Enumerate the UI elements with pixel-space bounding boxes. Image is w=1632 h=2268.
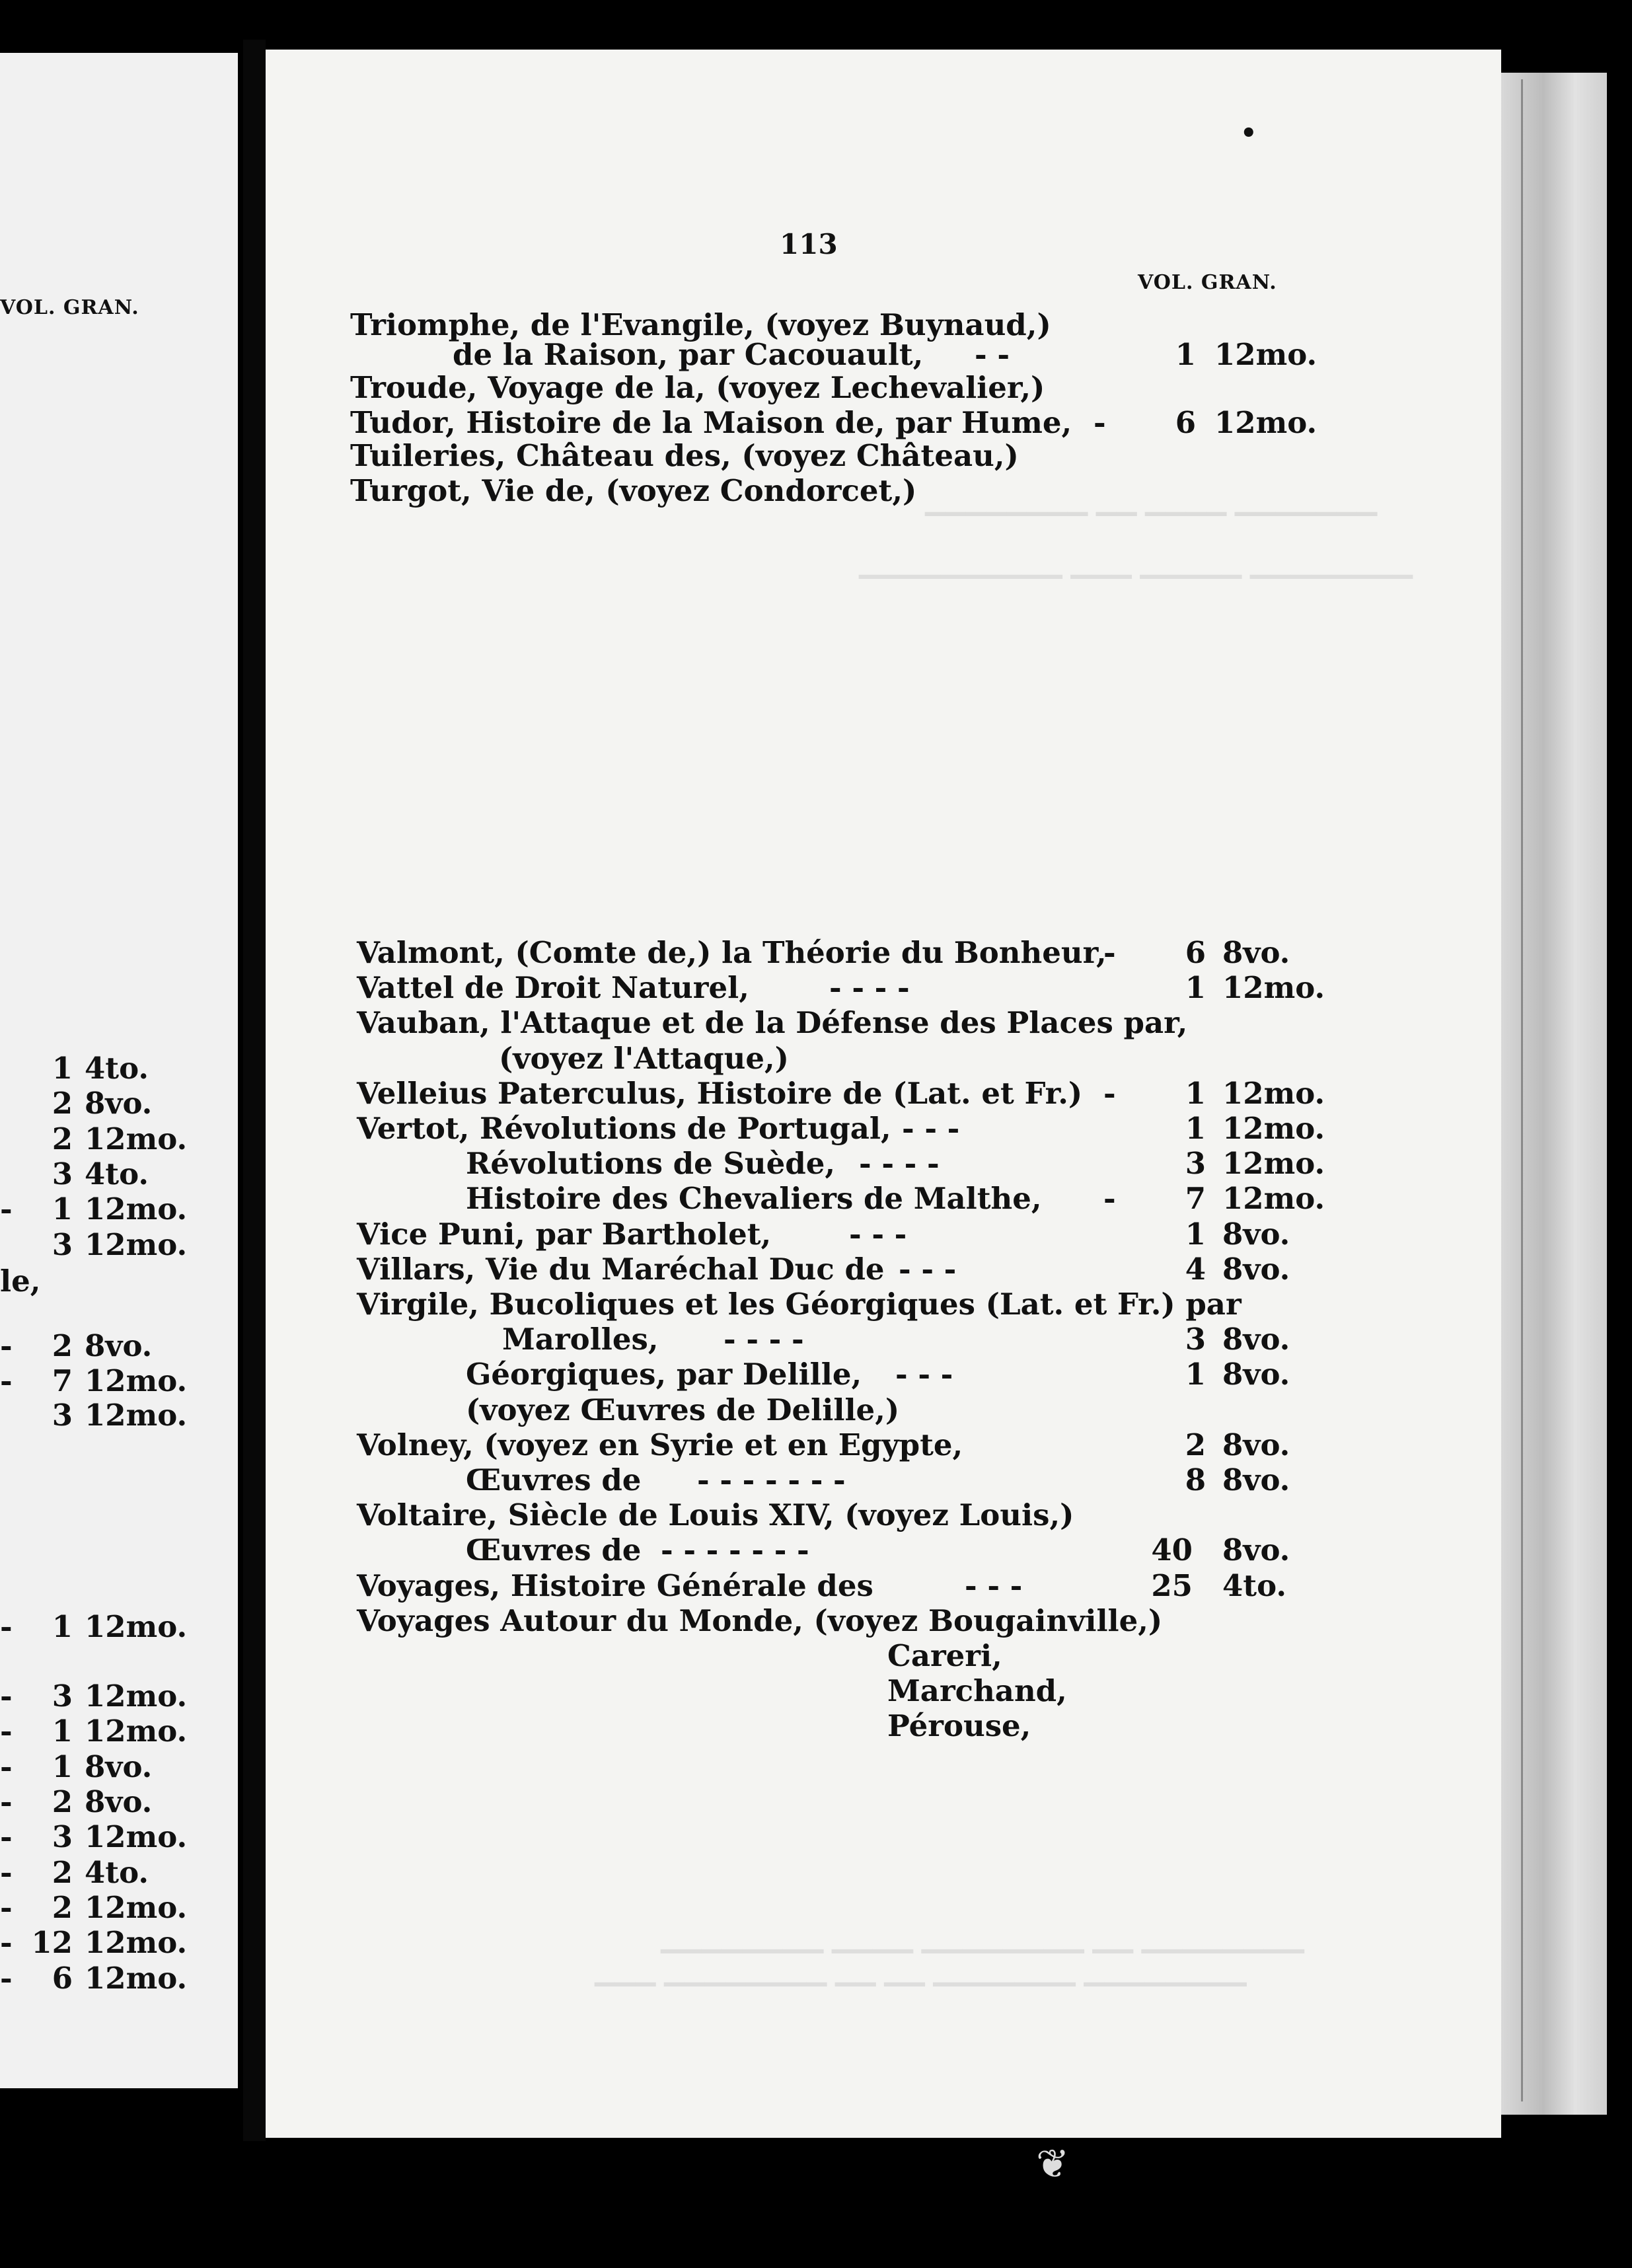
catalogue-entry [0,405,1632,441]
left-entry-format: 12mo. [85,1609,188,1644]
left-entry-leader: - [0,1925,13,1960]
left-entry-leader: - [0,1890,13,1925]
left-entry-leader: - [0,1714,13,1749]
catalogue-entry [0,1005,1632,1041]
entry-title: Tuileries, Château des, (voyez Château,) [350,438,1019,473]
bleed-through: ▁▁▁▁▁▁▁ ▁▁▁▁ ▁▁ ▁▁▁▁▁▁▁▁ [925,486,1378,516]
left-entry-volumes: 3 [52,1819,73,1854]
entry-format: 8vo. [1222,1462,1290,1497]
entry-volumes: 3 [1185,1322,1206,1357]
entry-leader: - - - - [859,1146,940,1181]
catalogue-entry [0,1392,1632,1428]
left-entry-format: 8vo. [85,1749,153,1784]
catalogue-entry [0,935,1632,971]
left-entry [0,1890,238,1926]
page-number: 113 [780,228,838,260]
entry-format: 8vo. [1222,1357,1290,1392]
entry-format: 8vo. [1222,1532,1290,1568]
left-entry-leader: - [0,1609,13,1644]
entry-title: Triomphe, de l'Evangile, (voyez Buynaud,) [350,307,1051,342]
left-entry-format: 4to. [85,1855,149,1890]
speck: • [1240,118,1257,149]
catalogue-entry [0,1076,1632,1112]
left-entry-leader: - [0,1191,13,1227]
entry-volumes: 1 [1175,337,1196,372]
entry-format: 12mo. [1222,1181,1325,1216]
entry-volumes: 1 [1185,1357,1206,1392]
entry-leader: - [1103,1076,1116,1111]
entry-format: 8vo. [1222,935,1290,970]
left-entry-volumes: 3 [52,1227,73,1262]
entry-leader: - - - [895,1357,953,1392]
entry-leader: - - - - [723,1322,804,1357]
entry-title: Vauban, l'Attaque et de la Défense des Places par, [357,1005,1188,1040]
left-entry-leader: - [0,1328,13,1363]
catalogue-entry [0,473,1632,509]
left-entry-format: 12mo. [85,1961,188,1996]
entry-volumes: 6 [1185,935,1206,970]
entry-format: 8vo. [1222,1427,1290,1462]
entry-leader: - - - - [829,970,910,1005]
entry-volumes: 1 [1185,1217,1206,1252]
entry-title: Pérouse, [887,1708,1031,1743]
catalogue-entry [0,1532,1632,1568]
entry-format: 12mo. [1222,970,1325,1005]
entry-leader: - [1103,935,1116,970]
entry-title: Velleius Paterculus, Histoire de (Lat. et Fr.) [357,1076,1083,1111]
entry-volumes: 2 [1185,1427,1206,1462]
entry-volumes: 6 [1175,405,1196,440]
entry-volumes: 3 [1185,1146,1206,1181]
entry-volumes: 40 [1151,1532,1193,1568]
left-entry-format: 12mo. [85,1363,188,1398]
left-entry-leader: - [0,1679,13,1714]
entry-format: 12mo. [1214,337,1317,372]
catalogue-entry [0,1673,1632,1709]
entry-volumes: 8 [1185,1462,1206,1497]
catalogue-entry [0,1146,1632,1182]
entry-title: Marolles, [502,1322,659,1357]
left-entry-volumes: 12 [31,1925,73,1960]
left-entry-volumes: 2 [52,1784,73,1819]
catalogue-entry [0,337,1632,373]
left-entry-format: 12mo. [85,1191,188,1227]
left-entry-volumes: 1 [52,1749,73,1784]
left-entry-volumes: 2 [52,1890,73,1925]
left-entry [0,1749,238,1785]
entry-leader: - - - - - - - [697,1462,846,1497]
catalogue-entry [0,1462,1632,1498]
left-entry-format: 12mo. [85,1679,188,1714]
left-entry-format: 12mo. [85,1925,188,1960]
catalogue-entry [0,1041,1632,1077]
left-entry [0,1784,238,1820]
left-entry-volumes: 3 [52,1398,73,1433]
entry-title: Géorgiques, par Delille, [466,1357,862,1392]
left-entry-leader: - [0,1961,13,1996]
left-entry [0,1855,238,1891]
left-entry-format: 12mo. [85,1819,188,1854]
entry-title: Troude, Voyage de la, (voyez Lechevalier,) [350,370,1045,405]
left-entry-leader: - [0,1855,13,1890]
left-entry-format: 12mo. [85,1121,188,1156]
entry-format: 12mo. [1222,1111,1325,1146]
left-entry-format: 12mo. [85,1890,188,1925]
left-entry-leader: - [0,1784,13,1819]
left-entry-format: 8vo. [85,1784,153,1819]
catalogue-entry [0,1217,1632,1252]
entry-leader: - - - [965,1568,1023,1603]
bleed-through: ▁▁▁▁▁▁▁▁ ▁▁ ▁▁▁▁▁▁▁▁ ▁▁▁▁ ▁▁▁▁▁▁▁▁ [661,1923,1304,1953]
entry-title: Marchand, [887,1673,1067,1708]
entry-volumes: 4 [1185,1252,1206,1287]
entry-format: 8vo. [1222,1217,1290,1252]
entry-title: Œuvres de [466,1532,642,1568]
entry-format: 12mo. [1222,1146,1325,1181]
entry-title: Vattel de Droit Naturel, [357,970,749,1005]
left-entry-volumes: 1 [52,1191,73,1227]
entry-title: Œuvres de [466,1462,642,1497]
entry-title: Voltaire, Siècle de Louis XIV, (voyez Louis,) [357,1497,1074,1532]
entry-format: 12mo. [1222,1076,1325,1111]
catalogue-entry [0,1708,1632,1744]
left-entry-volumes: 3 [52,1679,73,1714]
entry-leader: - - - - - - - [661,1532,809,1568]
bleed-through: ▁▁▁▁▁▁▁▁ ▁▁▁▁▁ ▁▁▁ ▁▁▁▁▁▁▁▁▁▁ [859,548,1413,579]
left-entry-volumes: 2 [52,1328,73,1363]
entry-volumes: 1 [1185,1111,1206,1146]
entry-leader: - - [975,337,1010,372]
left-entry-volumes: 7 [52,1363,73,1398]
entry-title: de la Raison, par Cacouault, [453,337,924,372]
entry-leader: - [1094,405,1106,440]
catalogue-entry [0,970,1632,1006]
catalogue-entry [0,1181,1632,1217]
entry-leader: - [1103,1181,1116,1216]
entry-leader: - - - [849,1217,907,1252]
catalogue-entry [0,1497,1632,1533]
entry-format: 8vo. [1222,1252,1290,1287]
left-entry [0,1925,238,1961]
left-entry-format: 8vo. [85,1086,153,1121]
column-header: VOL. GRAN. [1138,271,1277,294]
entry-title: (voyez l'Attaque,) [499,1041,789,1076]
left-entry-volumes: 3 [52,1156,73,1191]
catalogue-entry [0,1111,1632,1147]
entry-format: 4to. [1222,1568,1286,1603]
left-entry-volumes: 1 [52,1609,73,1644]
left-entry-leader: - [0,1819,13,1854]
catalogue-entry [0,438,1632,474]
entry-title: (voyez Œuvres de Delille,) [466,1392,900,1427]
entry-title: Histoire des Chevaliers de Malthe, [466,1181,1042,1216]
catalogue-entry [0,1252,1632,1287]
catalogue-entry [0,1638,1632,1674]
left-entry-volumes: 2 [52,1121,73,1156]
entry-format: 8vo. [1222,1322,1290,1357]
catalogue-entry [0,1427,1632,1463]
left-entry-volumes: 6 [52,1961,73,1996]
entry-title: Vertot, Révolutions de Portugal, [357,1111,891,1146]
left-entry-leader: - [0,1749,13,1784]
entry-volumes: 25 [1151,1568,1193,1603]
entry-title: Virgile, Bucoliques et les Géorgiques (Lat. et Fr.) par [357,1287,1242,1322]
entry-title: Turgot, Vie de, (voyez Condorcet,) [350,473,917,508]
left-entry [0,1819,238,1855]
entry-title: Careri, [887,1638,1002,1673]
entry-volumes: 7 [1185,1181,1206,1216]
catalogue-entry [0,1603,1632,1639]
left-entry-format: 12mo. [85,1714,188,1749]
bleed-through: ▁▁▁▁▁▁▁▁ ▁▁▁▁▁▁▁ ▁▁ ▁▁ ▁▁▁▁▁▁▁▁ ▁▁▁ [595,1956,1247,1986]
entry-leader: - - - [902,1111,960,1146]
left-entry-leader: - [0,1363,13,1398]
left-entry-format: 12mo. [85,1227,188,1262]
entry-volumes: 1 [1185,970,1206,1005]
left-entry-format: 4to. [85,1156,149,1191]
entry-title: Vice Puni, par Bartholet, [357,1217,772,1252]
left-entry-volumes: 1 [52,1051,73,1086]
entry-title: Valmont, (Comte de,) la Théorie du Bonheur, [357,935,1107,970]
entry-volumes: 1 [1185,1076,1206,1111]
left-entry-volumes: 2 [52,1086,73,1121]
entry-format: 12mo. [1214,405,1317,440]
bottom-ornament: ❦ [1036,2141,1070,2187]
left-entry-volumes: 1 [52,1714,73,1749]
entry-title: Voyages, Histoire Générale des [357,1568,873,1603]
entry-title: Volney, (voyez en Syrie et en Egypte, [357,1427,963,1462]
catalogue-entry [0,1568,1632,1604]
catalogue-entry [0,1322,1632,1357]
catalogue-entry [0,370,1632,406]
catalogue-entry [0,1357,1632,1392]
left-entry [0,1961,238,1996]
left-entry-format: 8vo. [85,1328,153,1363]
left-column-header: VOL. GRAN. [0,296,139,319]
catalogue-entry [0,1287,1632,1322]
entry-title: Villars, Vie du Maréchal Duc de [357,1252,885,1287]
entry-title: Révolutions de Suède, [466,1146,835,1181]
left-entry-format: 12mo. [85,1398,188,1433]
entry-title: Voyages Autour du Monde, (voyez Bougainville,) [357,1603,1163,1638]
left-entry-format: 4to. [85,1051,149,1086]
left-entry-volumes: 2 [52,1855,73,1890]
left-page-fragment: le, [0,1264,41,1299]
entry-title: Tudor, Histoire de la Maison de, par Hume, [350,405,1072,440]
entry-leader: - - - [899,1252,957,1287]
